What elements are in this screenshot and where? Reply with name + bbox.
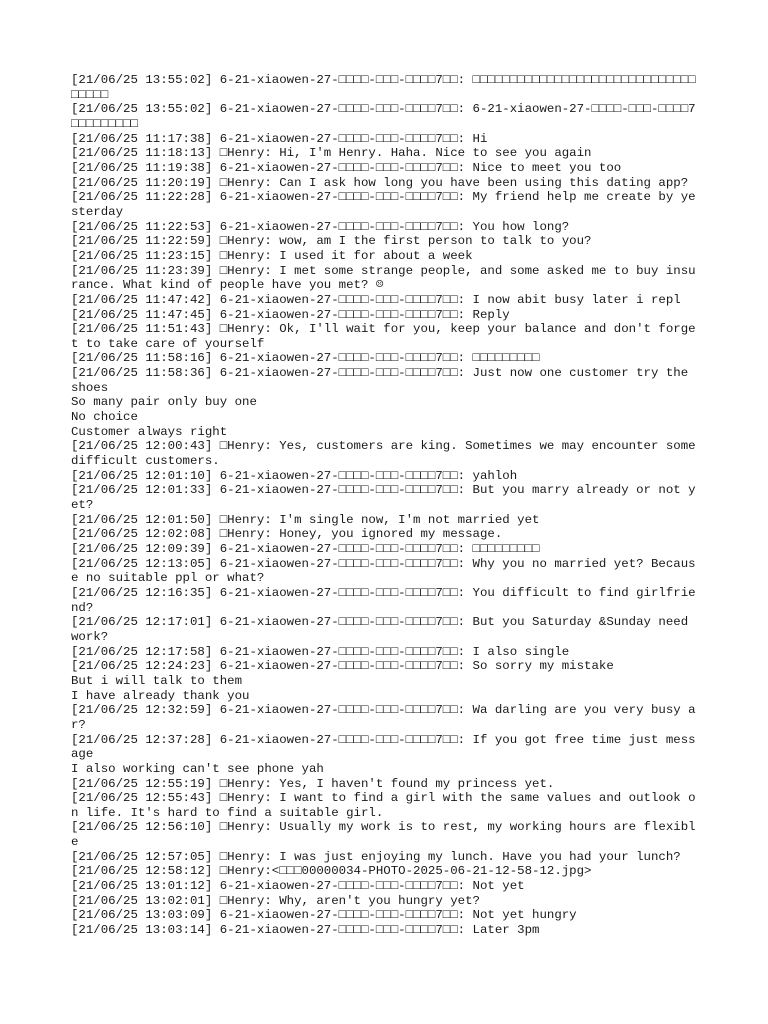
chat-log-line: [21/06/25 12:01:10] 6-21-xiaowen-27-□□□□-□□□-□□□□7□□: yahloh	[71, 468, 518, 483]
chat-log-line: [21/06/25 12:56:10] □Henry: Usually my work is to rest, my working hours are flexible	[71, 820, 696, 850]
chat-log-line: [21/06/25 13:55:02] 6-21-xiaowen-27-□□□□-□□□-□□□□7□□: □□□□□□□□□□□□□□□□□□□□□□□□□□□□□□□□□□□	[71, 73, 696, 102]
chat-log-line: Customer always right	[71, 424, 228, 439]
chat-log-line: [21/06/25 11:58:36] 6-21-xiaowen-27-□□□□-□□□-□□□□7□□: Just now one customer try the shoes	[71, 366, 696, 395]
chat-log-line: [21/06/25 11:17:38] 6-21-xiaowen-27-□□□□-□□□-□□□□7□□: Hi	[71, 131, 488, 146]
chat-log-line: [21/06/25 12:57:05] □Henry: I was just enjoying my lunch. Have you had your lunch?	[71, 849, 681, 864]
chat-log-line: [21/06/25 12:02:08] □Henry: Honey, you ignored my message.	[71, 527, 503, 542]
chat-log-line: [21/06/25 13:03:14] 6-21-xiaowen-27-□□□□-□□□-□□□□7□□: Later 3pm	[71, 923, 540, 938]
chat-log-line: [21/06/25 11:22:59] □Henry: wow, am I the first person to talk to you?	[71, 234, 592, 249]
chat-log-line: [21/06/25 12:17:01] 6-21-xiaowen-27-□□□□-□□□-□□□□7□□: But you Saturday &Sunday need work?	[71, 615, 696, 644]
chat-log-line: [21/06/25 12:17:58] 6-21-xiaowen-27-□□□□-□□□-□□□□7□□: I also single	[71, 644, 570, 659]
chat-log-line: [21/06/25 11:20:19] □Henry: Can I ask how long you have been using this dating app?	[71, 175, 689, 190]
chat-log-line: [21/06/25 11:51:43] □Henry: Ok, I'll wait for you, keep your balance and don't forget to take care of yourself	[71, 322, 696, 351]
chat-log-line: [21/06/25 12:13:05] 6-21-xiaowen-27-□□□□-□□□-□□□□7□□: Why you no married yet? Because no suitable ppl or what?	[71, 556, 696, 586]
chat-log-line: [21/06/25 12:24:23] 6-21-xiaowen-27-□□□□-□□□-□□□□7□□: So sorry my mistake	[71, 659, 614, 674]
chat-log-line: I have already thank you	[71, 688, 250, 703]
chat-log-line: [21/06/25 13:55:02] 6-21-xiaowen-27-□□□□-□□□-□□□□7□□: 6-21-xiaowen-27-□□□□-□□□-□□□□7□□□□□□□□□	[71, 102, 696, 131]
chat-log-line: [21/06/25 12:09:39] 6-21-xiaowen-27-□□□□-□□□-□□□□7□□: □□□□□□□□□	[71, 542, 540, 556]
chat-log-line: [21/06/25 12:32:59] 6-21-xiaowen-27-□□□□-□□□-□□□□7□□: Wa darling are you very busy ar?	[71, 703, 696, 732]
chat-log-line: [21/06/25 12:01:33] 6-21-xiaowen-27-□□□□-□□□-□□□□7□□: But you marry already or not yet?	[71, 483, 696, 513]
chat-log-line: [21/06/25 11:19:38] 6-21-xiaowen-27-□□□□-□□□-□□□□7□□: Nice to meet you too	[71, 160, 622, 175]
chat-log-line: [21/06/25 12:37:28] 6-21-xiaowen-27-□□□□-□□□-□□□□7□□: If you got free time just message	[71, 732, 696, 762]
chat-log-line: [21/06/25 11:18:13] □Henry: Hi, I'm Henry. Haha. Nice to see you again	[71, 146, 592, 161]
chat-log-line: No choice	[71, 410, 138, 425]
chat-log-line: [21/06/25 11:23:15] □Henry: I used it for about a week	[71, 248, 473, 263]
chat-log-line: [21/06/25 12:16:35] 6-21-xiaowen-27-□□□□-□□□-□□□□7□□: You difficult to find girlfriend?	[71, 585, 696, 615]
chat-log-line: [21/06/25 13:02:01] □Henry: Why, aren't you hungry yet?	[71, 893, 480, 908]
chat-log-line: [21/06/25 11:22:28] 6-21-xiaowen-27-□□□□-□□□-□□□□7□□: My friend help me create by yesterday	[71, 190, 696, 219]
chat-log-line: [21/06/25 11:47:45] 6-21-xiaowen-27-□□□□-□□□-□□□□7□□: Reply	[71, 307, 510, 322]
chat-log-line: [21/06/25 11:23:39] □Henry: I met some strange people, and some asked me to buy insurance. What kind of people have you met? ☹	[71, 263, 696, 293]
chat-log-line: But i will talk to them	[71, 673, 243, 688]
chat-log-line: [21/06/25 12:55:43] □Henry: I want to find a girl with the same values and outlook on life. It's hard to find a suitable girl.	[71, 791, 696, 820]
chat-log-line: [21/06/25 11:22:53] 6-21-xiaowen-27-□□□□-□□□-□□□□7□□: You how long?	[71, 219, 570, 234]
chat-log-line: [21/06/25 12:00:43] □Henry: Yes, customers are king. Sometimes we may encounter some difficult customers.	[71, 439, 704, 469]
chat-log-line: [21/06/25 13:01:12] 6-21-xiaowen-27-□□□□-□□□-□□□□7□□: Not yet	[71, 879, 525, 894]
chat-log-line: [21/06/25 13:03:09] 6-21-xiaowen-27-□□□□-□□□-□□□□7□□: Not yet hungry	[71, 908, 577, 923]
chat-log-line: So many pair only buy one	[71, 395, 257, 410]
chat-log-line: [21/06/25 11:47:42] 6-21-xiaowen-27-□□□□-□□□-□□□□7□□: I now abit busy later i repl	[71, 292, 681, 307]
chat-log-line: I also working can't see phone yah	[71, 761, 324, 776]
chat-log-line: [21/06/25 11:58:16] 6-21-xiaowen-27-□□□□-□□□-□□□□7□□: □□□□□□□□□	[71, 351, 540, 366]
chat-log-line: [21/06/25 12:55:19] □Henry: Yes, I haven't found my princess yet.	[71, 776, 555, 791]
chat-log-line: [21/06/25 12:58:12] □Henry:<□□□00000034-PHOTO-2025-06-21-12-58-12.jpg>	[71, 864, 592, 879]
chat-log-line: [21/06/25 12:01:50] □Henry: I'm single now, I'm not married yet	[71, 512, 540, 527]
chat-log-document	[71, 73, 703, 938]
